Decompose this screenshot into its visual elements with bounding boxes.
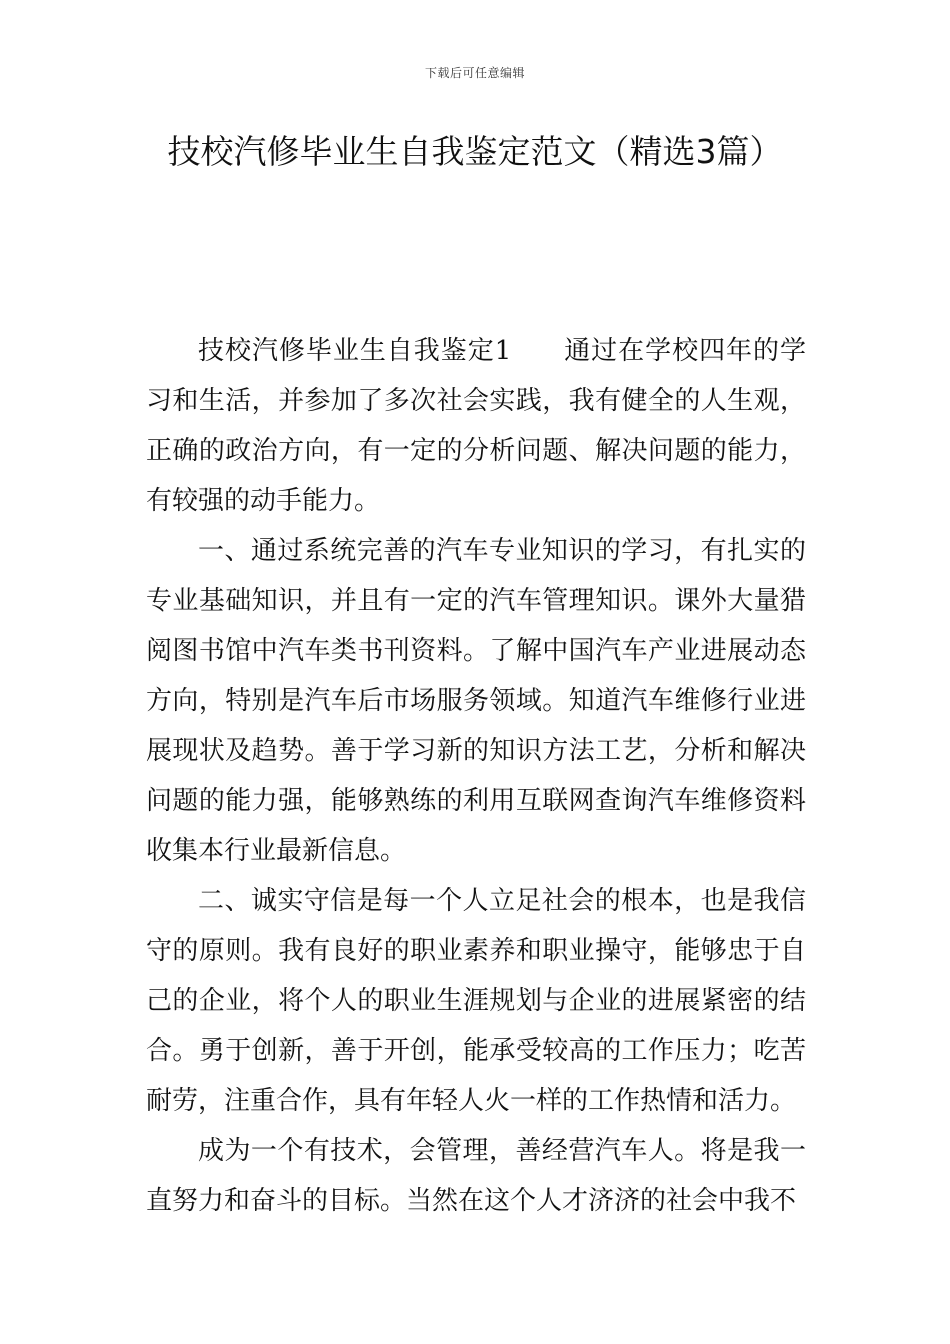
- header-note: 下载后可任意编辑: [424, 66, 525, 80]
- document-body: [146, 326, 806, 1226]
- paragraph: [146, 326, 806, 526]
- section-heading: 技校汽修毕业生自我鉴定1: [198, 336, 512, 366]
- paragraph: 一、通过系统完善的汽车专业知识的学习，有扎实的专业基础知识，并且有一定的汽车管理知识。课外大量猎阅图书馆中汽车类书刊资料。了解中国汽车产业进展动态方向，特别是汽车后市场服务领域。知道汽车维修行业进展现状及趋势。善于学习新的知识方法工艺，分析和解决问题的能力强，能够熟练的利用互联网查询汽车维修资料收集本行业最新信息。: [146, 536, 806, 866]
- paragraph: 二、诚实守信是每一个人立足社会的根本，也是我信守的原则。我有良好的职业素养和职业操守，能够忠于自己的企业，将个人的职业生涯规划与企业的进展紧密的结合。勇于创新，善于开创，能承受较高的工作压力；吃苦耐劳，注重合作，具有年轻人火一样的工作热情和活力。: [146, 886, 806, 1116]
- document-title: 技校汽修毕业生自我鉴定范文（精选3篇）: [167, 132, 783, 171]
- paragraph-text: 通过在学校四年的学习和生活，并参加了多次社会实践，我有健全的人生观，正确的政治方向，有一定的分析问题、解决问题的能力，有较强的动手能力。: [146, 336, 806, 516]
- paragraph: 成为一个有技术，会管理，善经营汽车人。将是我一直努力和奋斗的目标。当然在这个人才济济的社会中我不: [146, 1136, 806, 1216]
